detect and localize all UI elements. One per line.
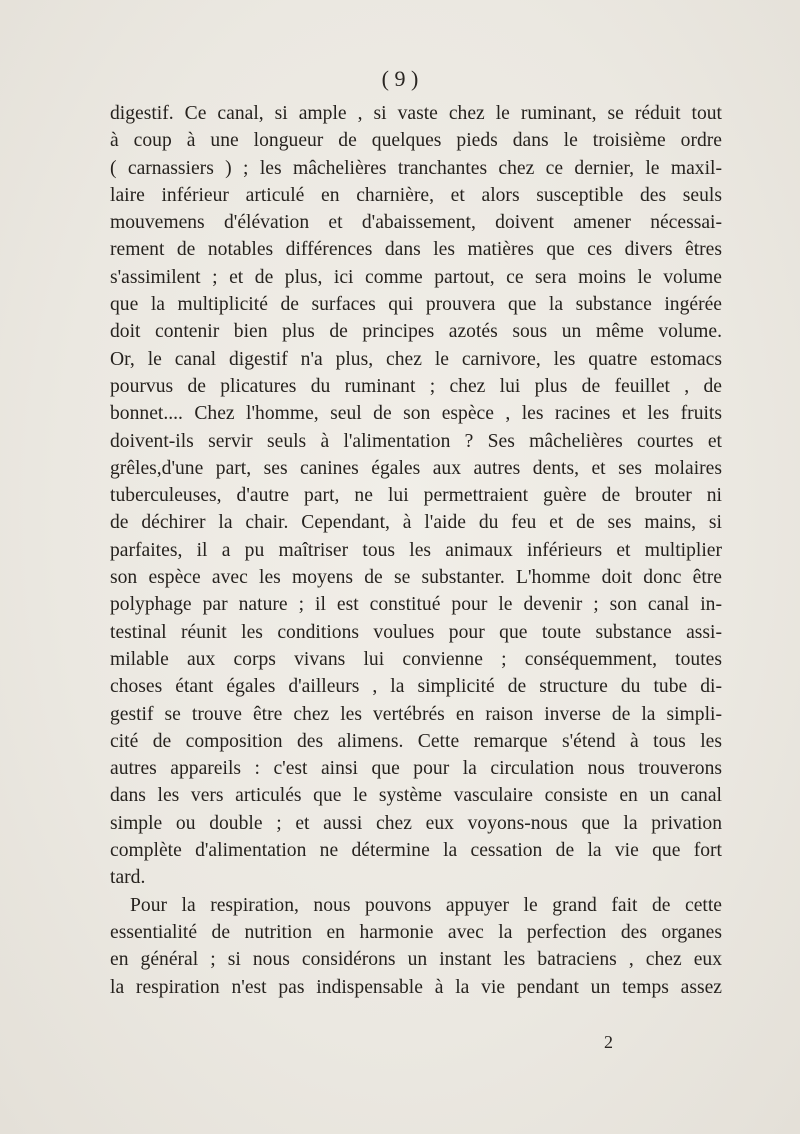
text-line: grêles,d'une part, ses canines égales aux autres dents, et ses molaires <box>110 457 722 479</box>
text-line: essentialité de nutrition en harmonie avec la perfection des organes <box>110 921 722 943</box>
text-line: la respiration n'est pas indispensable à la vie pendant un temps assez <box>110 976 722 998</box>
text-line: à coup à une longueur de quelques pieds dans le troisième ordre <box>110 130 722 152</box>
text-line: doivent-ils servir seuls à l'alimentation ? Ses mâchelières courtes et <box>110 430 722 452</box>
text-line: dans les vers articulés que le système vasculaire consiste en un canal <box>110 785 722 807</box>
text-line: de déchirer la chair. Cependant, à l'aide du feu et de ses mains, si <box>110 512 722 534</box>
text-line: simple ou double ; et aussi chez eux voyons-nous que la privation <box>110 812 722 834</box>
text-line: son espèce avec les moyens de se substanter. L'homme doit donc être <box>110 567 722 589</box>
text-line: doit contenir bien plus de principes azotés sous un même volume. <box>110 321 722 343</box>
text-line: que la multiplicité de surfaces qui prouvera que la substance ingérée <box>110 294 722 316</box>
text-line: choses étant égales d'ailleurs , la simplicité de structure du tube di- <box>110 676 722 698</box>
body-text <box>110 100 722 1001</box>
text-line: testinal réunit les conditions voulues pour que toute substance assi- <box>110 621 722 643</box>
text-line: Or, le canal digestif n'a plus, chez le carnivore, les quatre estomacs <box>110 348 722 370</box>
text-line: digestif. Ce canal, si ample , si vaste chez le ruminant, se réduit tout <box>110 103 722 124</box>
text-line: bonnet.... Chez l'homme, seul de son espèce , les racines et les fruits <box>110 403 722 425</box>
text-line: tuberculeuses, d'autre part, ne lui permettraient guère de brouter ni <box>110 485 722 507</box>
text-line: rement de notables différences dans les matières que ces divers êtres <box>110 239 722 261</box>
text-line: cité de composition des alimens. Cette remarque s'étend à tous les <box>110 730 722 752</box>
text-line: laire inférieur articulé en charnière, et alors susceptible des seuls <box>110 184 722 206</box>
text-line: en général ; si nous considérons un instant les batraciens , chez eux <box>110 949 722 971</box>
text-line: parfaites, il a pu maîtriser tous les animaux inférieurs et multiplier <box>110 539 722 561</box>
page-number: ( 9 ) <box>381 66 419 91</box>
signature-mark: 2 <box>604 1032 613 1052</box>
text-line: s'assimilent ; et de plus, ici comme partout, ce sera moins le volume <box>110 266 722 288</box>
text-line: Pour la respiration, nous pouvons appuyer le grand fait de cette <box>130 894 722 916</box>
text-line: gestif se trouve être chez les vertébrés en raison inverse de la simpli- <box>110 703 722 725</box>
text-line: ( carnassiers ) ; les mâchelières tranchantes chez ce dernier, le maxil- <box>110 157 722 179</box>
text-line: tard. <box>110 867 146 889</box>
text-line: autres appareils : c'est ainsi que pour la circulation nous trouverons <box>110 758 722 780</box>
text-line: milable aux corps vivans lui convienne ; conséquemment, toutes <box>110 648 722 670</box>
text-line: mouvemens d'élévation et d'abaissement, doivent amener nécessai- <box>110 212 722 234</box>
text-line: pourvus de plicatures du ruminant ; chez lui plus de feuillet , de <box>110 375 722 397</box>
text-line: polyphage par nature ; il est constitué pour le devenir ; son canal in- <box>110 594 722 616</box>
text-line: complète d'alimentation ne détermine la cessation de la vie que fort <box>110 840 722 862</box>
